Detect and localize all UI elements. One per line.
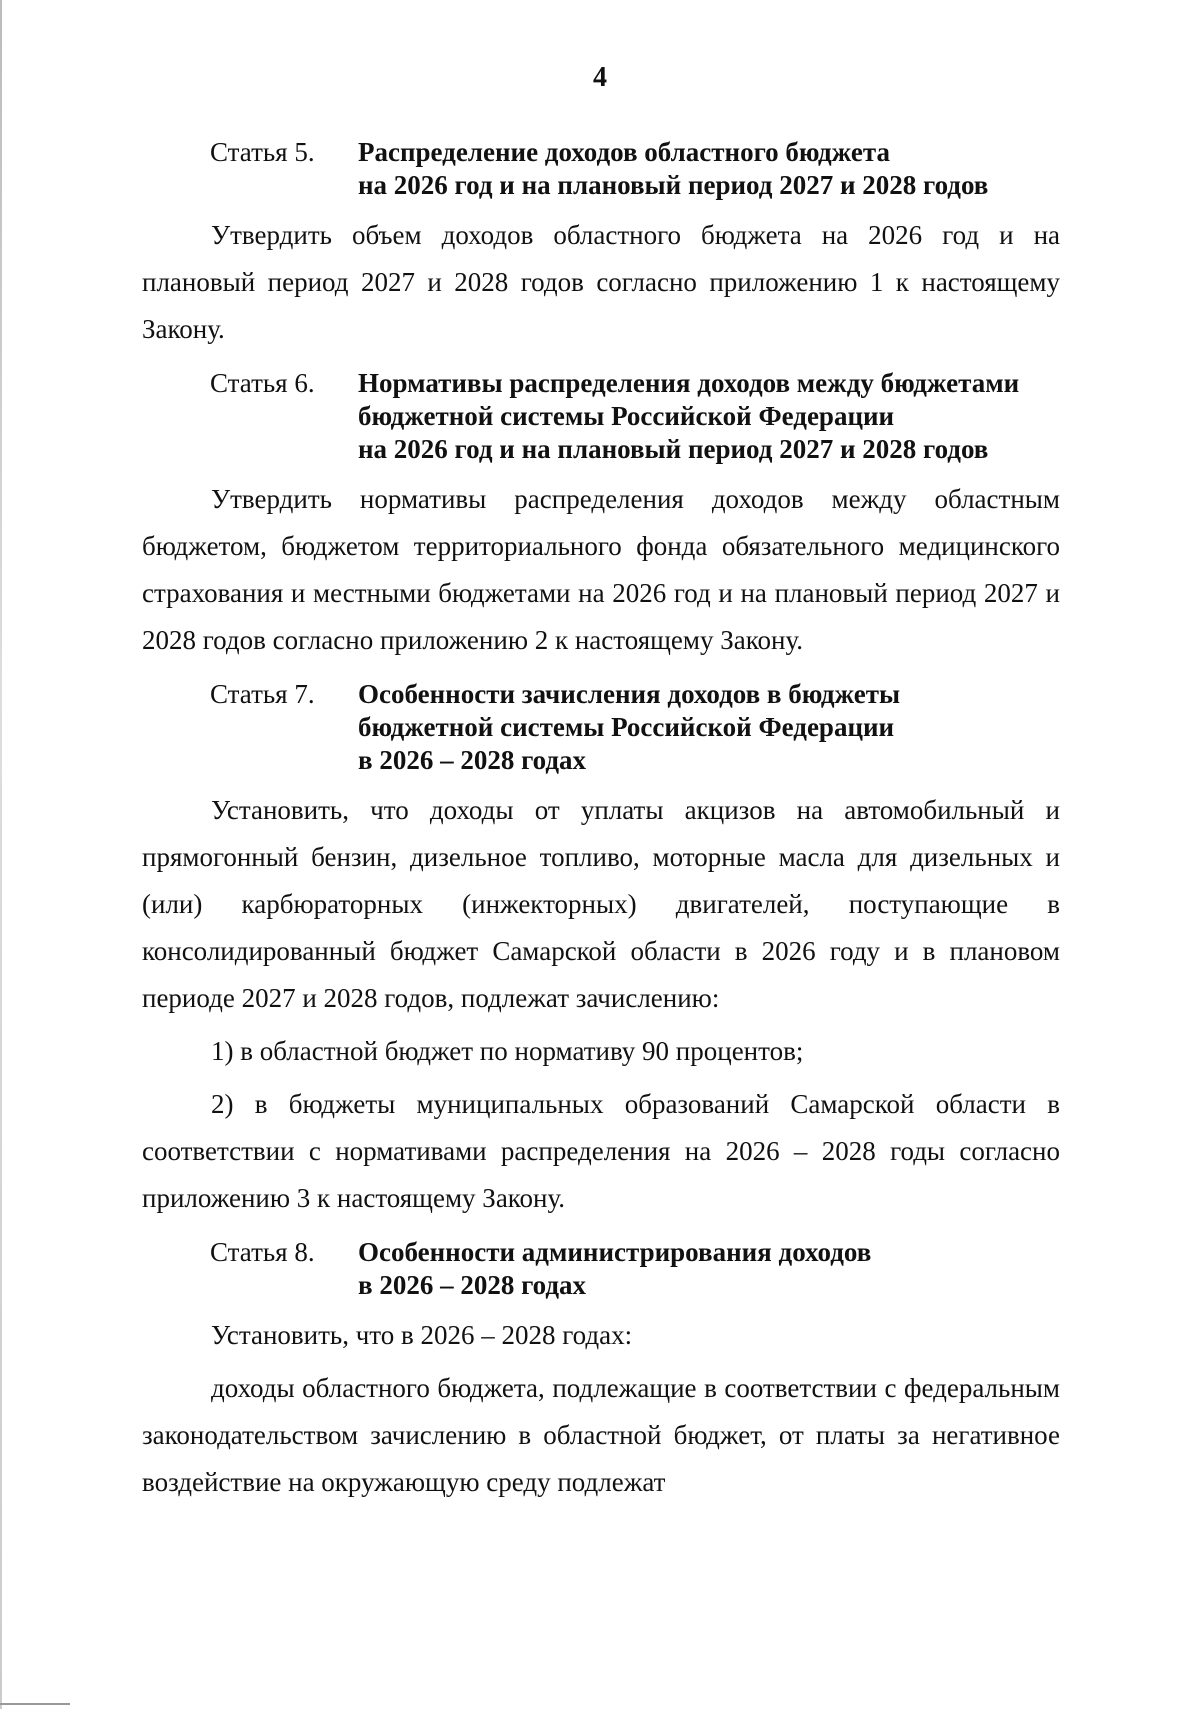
article-6-heading [142, 367, 1060, 466]
article-7-label: Статья 7. [210, 679, 315, 709]
article-7-paragraph-2: 1) в областной бюджет по нормативу 90 процентов; [211, 1036, 804, 1066]
article-8-paragraph-2: доходы областного бюджета, подлежащие в соответствии с федеральным законодательством зачислению в областной бюджет, от платы за негативное воздействие на окружающую среду подлежат [142, 1373, 1060, 1497]
scan-left-edge [0, 0, 2, 1709]
article-5-heading [142, 136, 1060, 202]
article-6-title: Нормативы распределения доходов между бюджетами бюджетной системы Российской Федерации на 2026 год и на плановый период 2027 и 2028 годов [358, 368, 1020, 464]
article-5-label: Статья 5. [210, 137, 315, 167]
scan-bottom-mark [0, 1703, 70, 1705]
article-8-paragraph-1: Установить, что в 2026 – 2028 годах: [211, 1320, 633, 1350]
article-8-title: Особенности администрирования доходов в 2026 – 2028 годах [358, 1237, 872, 1300]
article-7-paragraph-3: 2) в бюджеты муниципальных образований Самарской области в соответствии с нормативами распределения на 2026 – 2028 годы согласно приложению 3 к настоящему Закону. [142, 1089, 1060, 1213]
article-7-paragraph-1: Установить, что доходы от уплаты акцизов на автомобильный и прямогонный бензин, дизельное топливо, моторные масла для дизельных и (или) карбюраторных (инжекторных) двигателей, поступающие в консолидированный бюджет Самарской области в 2026 году и в плановом периоде 2027 и 2028 годов, подлежат зачислению: [142, 795, 1060, 1013]
article-5-title: Распределение доходов областного бюджета на 2026 год и на плановый период 2027 и 2028 годов [358, 137, 989, 200]
article-6-paragraph-1: Утвердить нормативы распределения доходов между областным бюджетом, бюджетом территориального фонда обязательного медицинского страхования и местными бюджетами на 2026 год и на плановый период 2027 и 2028 годов согласно приложению 2 к настоящему Закону. [142, 484, 1060, 655]
article-8-heading [142, 1236, 1060, 1302]
page-number: 4 [593, 62, 607, 93]
article-8-label: Статья 8. [210, 1237, 315, 1267]
document-body [142, 136, 1060, 1512]
article-6-label: Статья 6. [210, 368, 315, 398]
article-7-heading [142, 678, 1060, 777]
article-7-title: Особенности зачисления доходов в бюджеты бюджетной системы Российской Федерации в 2026 – 2028 годах [358, 679, 901, 775]
article-5-paragraph-1: Утвердить объем доходов областного бюджета на 2026 год и на плановый период 2027 и 2028 годов согласно приложению 1 к настоящему Закону. [142, 220, 1060, 344]
